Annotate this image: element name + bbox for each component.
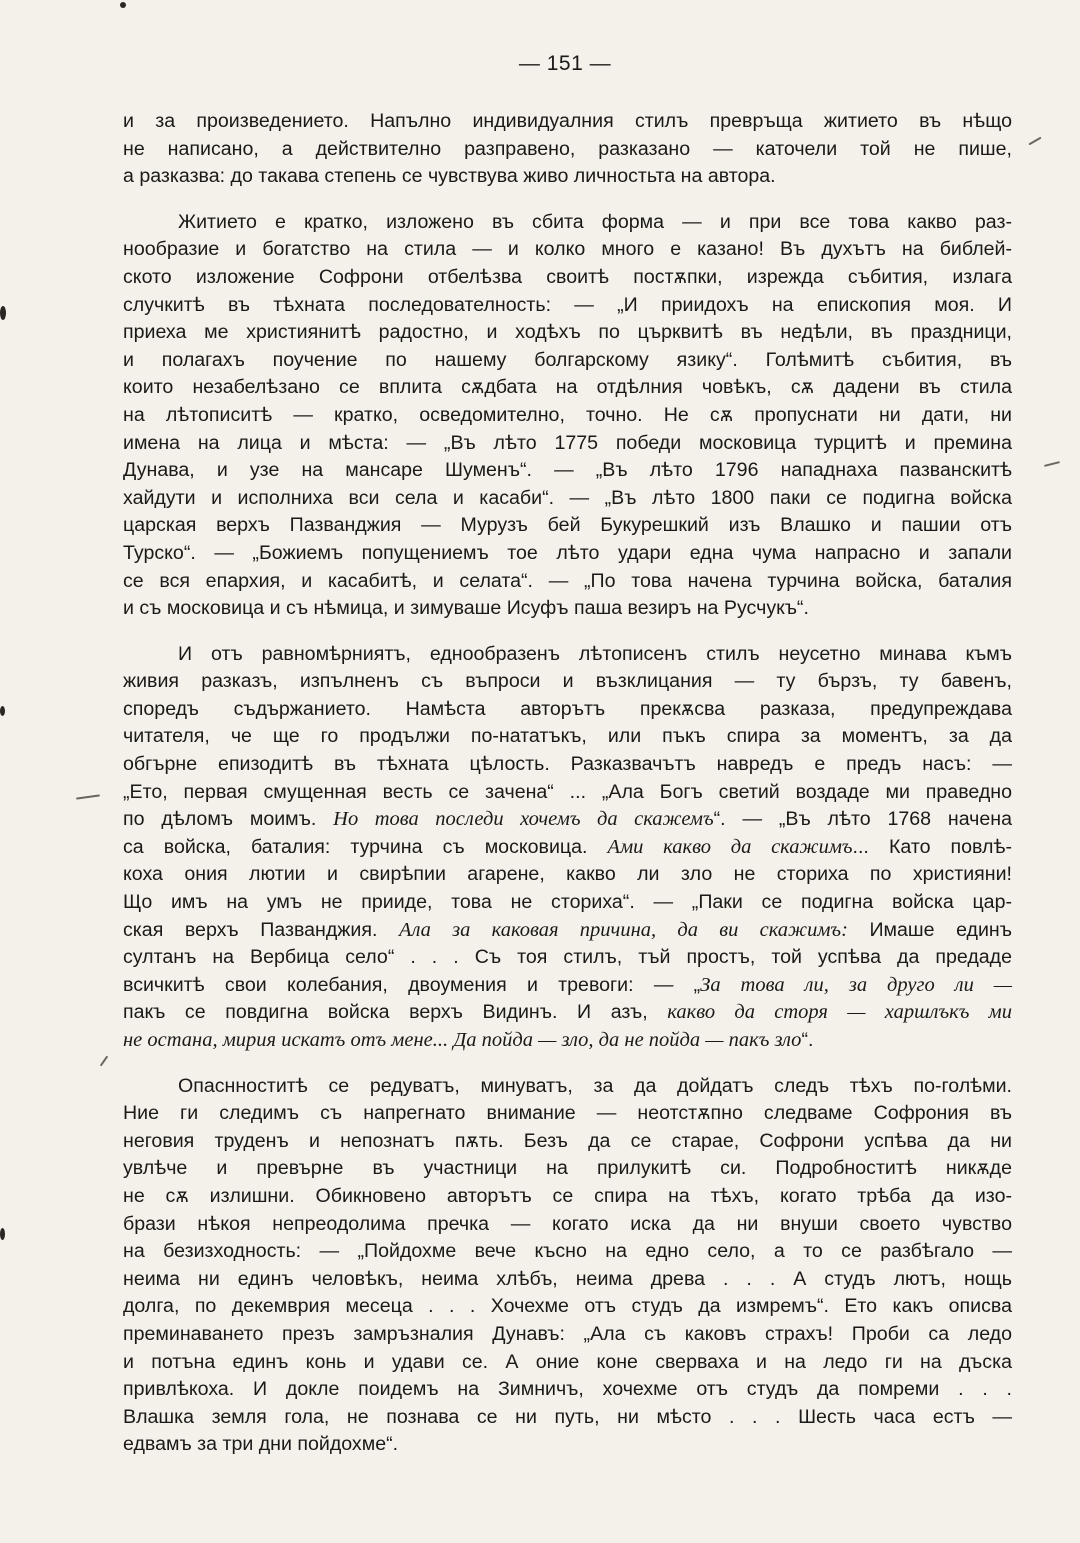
- text-run: приеха ме християнитѣ радостно, и ходѣхъ по църквитѣ въ недѣли, въ праздници,: [123, 321, 1012, 344]
- text-run: брази нѣкоя непреодолима пречка — когато иска да ни внуши своето чувство: [123, 1212, 1012, 1235]
- text-line: [123, 889, 1012, 917]
- text-line: [123, 1349, 1012, 1377]
- text-run: Що имъ на умъ не прииде, това не сториха“. — „Паки се подигна войска цар-: [123, 891, 1012, 914]
- text-line: [123, 1155, 1012, 1183]
- text-run: нообразие и богатство на стила — и колко много е казано! Въ духътъ на библей-: [123, 238, 1012, 261]
- text-run: не сѫ излишни. Обикновено авторътъ се спира на тѣхъ, когато трѣба да изо-: [123, 1184, 1012, 1207]
- text-line: [123, 236, 1012, 264]
- text-line: [123, 999, 1012, 1027]
- margin-ink-mark: [0, 306, 6, 320]
- text-run: царская верхъ Пазванджия — Мурузъ бей Букурешкий изъ Влашко и пашии отъ: [123, 514, 1012, 537]
- text-run: привлѣкоха. И докле поидемъ на Зимничъ, хочехме отъ студъ да помреми . . .: [123, 1378, 1012, 1401]
- text-line: [123, 1431, 1012, 1459]
- italic-quote: не остана, мирия искатъ отъ мене... Да пойда — зло, да не пойда — пакъ зло: [123, 1029, 802, 1051]
- text-line: [123, 374, 1012, 402]
- text-run: Опаснноститѣ се редуватъ, минуватъ, за да дойдатъ следъ тѣхъ по-голѣми.: [178, 1074, 1012, 1097]
- margin-pencil-mark: [1028, 137, 1041, 146]
- text-run: неима ни единъ человѣкъ, неима хлѣбъ, неима древа . . . А студъ лютъ, нощь: [123, 1267, 1012, 1290]
- text-line: [123, 595, 1012, 623]
- text-run: долга, по декемврия месеца . . . Хочехме отъ студъ да измремъ“. Ето какъ описва: [123, 1295, 1012, 1318]
- text-line: [123, 1183, 1012, 1211]
- text-line: [123, 723, 1012, 751]
- text-run: и съ московица и съ нѣмица, и зимуваше Исуфъ паша везиръ на Русчукъ“.: [123, 597, 809, 620]
- text-run: Турско“. — „Божиемъ попущениемъ тое лѣто удари една чума напрасно и запали: [123, 541, 1012, 564]
- text-run: споредъ съдържанието. Намѣста авторътъ прекѫсва разказа, предупреждава: [123, 697, 1012, 720]
- text-line: [123, 1073, 1012, 1101]
- margin-pencil-mark: [100, 1056, 109, 1067]
- text-run: увлѣче и превърне въ участници на прилукитѣ си. Подробноститѣ никѫде: [123, 1157, 1012, 1180]
- text-line: [123, 264, 1012, 292]
- text-run: и потъна единъ конь и удави се. А оние коне свервахa и на ледо ги на дъска: [123, 1350, 1012, 1373]
- text-run: ская верхъ Пазванджия.: [123, 918, 399, 941]
- paragraph: [123, 108, 1012, 191]
- text-line: [123, 292, 1012, 320]
- text-line: [123, 1128, 1012, 1156]
- text-line: [123, 163, 1012, 191]
- text-line: [123, 485, 1012, 513]
- text-line: [123, 1211, 1012, 1239]
- body-text: [123, 108, 1012, 1477]
- text-run: са войска, баталия: турчина съ московица.: [123, 835, 608, 858]
- page-number: — 151 —: [518, 52, 612, 75]
- text-run: Ние ги следимъ съ напрегнато внимание — неотстѫпно следваме Софрония въ: [123, 1102, 1012, 1125]
- text-line: [123, 944, 1012, 972]
- text-run: и за произведението. Напълно индивидуалния стилъ превръща житието въ нѣщо: [123, 110, 1012, 132]
- text-line: [123, 512, 1012, 540]
- text-run: читателя, че ще го продължи по-нататъкъ, или пъкъ спира за моментъ, за да: [123, 725, 1012, 748]
- italic-quote: Ала за каковая причина, да ви скажимъ:: [398, 918, 848, 941]
- text-run: преминаването презъ замръзналия Дунавъ: „Ала съ каковъ страхъ! Проби са ледо: [123, 1322, 1012, 1345]
- text-line: [123, 136, 1012, 164]
- text-line: [123, 917, 1012, 945]
- text-run: коха ония лютии и свирѣпии агарене, какво ли зло не сториха по християни!: [123, 863, 1012, 886]
- text-line: [123, 209, 1012, 237]
- text-line: [123, 1238, 1012, 1266]
- text-line: [123, 641, 1012, 669]
- text-run: Влашка земля гола, не познава се ни путь, ни мѣсто . . . Шесть часа естъ —: [123, 1405, 1012, 1428]
- text-run: които незабелѣзано се вплита сѫдбата на отдѣлния човѣкъ, сѫ дадени въ стила: [123, 376, 1012, 399]
- margin-pencil-mark: [76, 794, 100, 799]
- text-run: ското изложение Софрони отбелѣзва своитѣ постѫпки, изрежда събития, излага: [123, 265, 1012, 288]
- text-run: всичкитѣ свои колебания, двоумения и тревоги: — „: [123, 973, 701, 996]
- margin-pencil-mark: [1044, 461, 1060, 467]
- text-line: [123, 347, 1012, 375]
- text-run: “. — „Въ лѣто 1768 начена: [713, 808, 1012, 831]
- ink-speck: [120, 2, 126, 8]
- text-run: се вся епархия, и касабитѣ, и селата“. — „По това начена турчина войска, баталия: [123, 569, 1012, 592]
- italic-quote: Ами какво да скажимъ: [607, 835, 853, 858]
- text-run: едвамъ за три дни пойдохме“.: [123, 1433, 399, 1456]
- text-line: [123, 568, 1012, 596]
- text-run: “.: [801, 1029, 814, 1051]
- text-line: [123, 779, 1012, 807]
- text-line: [123, 1376, 1012, 1404]
- text-line: [123, 540, 1012, 568]
- text-line: [123, 1293, 1012, 1321]
- margin-ink-mark: [0, 1228, 5, 1240]
- text-run: неговия труденъ и непознатъ пѫть. Безъ да се старае, Софрони успѣва да ни: [123, 1129, 1012, 1152]
- text-line: [123, 1404, 1012, 1432]
- text-run: Житието е кратко, изложено въ сбита форма — и при все това какво раз-: [178, 210, 1012, 233]
- paragraph: [123, 1073, 1012, 1459]
- text-run: имена на лица и мѣста: — „Въ лѣто 1775 победи московица турцитѣ и премина: [123, 431, 1012, 454]
- text-run: а разказва: до такава степень се чувствува живо личностьта на автора.: [123, 165, 776, 188]
- text-line: [123, 696, 1012, 724]
- text-run: и полагахъ поучение по нашему болгарскому язику“. Голѣмитѣ събития, въ: [123, 348, 1012, 371]
- text-line: [123, 1321, 1012, 1349]
- text-line: [123, 430, 1012, 458]
- text-run: живия разказъ, изпълненъ съ въпроси и възклицания — ту бързъ, ту бавенъ,: [123, 670, 1012, 693]
- text-run: случкитѣ въ тѣхната последователность: — „И приидохъ на епископия моя. И: [123, 293, 1012, 316]
- text-line: [123, 402, 1012, 430]
- text-run: на лѣтописитѣ — кратко, осведомително, точно. Не сѫ пропуснати ни дати, ни: [123, 403, 1012, 426]
- margin-ink-mark: [0, 706, 5, 716]
- text-run: султанъ на Вербица село“ . . . Съ тоя стилъ, тъй простъ, той успѣва да предаде: [123, 946, 1012, 969]
- text-line: [123, 457, 1012, 485]
- italic-quote: Но това последи хочемъ да скажемъ: [333, 808, 714, 831]
- text-line: [123, 668, 1012, 696]
- text-line: [123, 972, 1012, 1000]
- text-line: [123, 1266, 1012, 1294]
- text-line: [123, 806, 1012, 834]
- text-run: пакъ се повдигна войска верхъ Видинъ. И азъ,: [123, 1001, 668, 1024]
- italic-quote: какво да сторя — харшлъкъ ми: [667, 1001, 1012, 1024]
- text-line: [123, 108, 1012, 136]
- paragraph: [123, 209, 1012, 623]
- text-run: не написано, а действително разправено, разказано — каточели той не пише,: [123, 137, 1012, 160]
- paragraph: [123, 641, 1012, 1055]
- text-run: И отъ равномѣрниятъ, еднообразенъ лѣтописенъ стилъ неусетно минава къмъ: [178, 642, 1012, 665]
- italic-quote: За това ли, за друго ли —: [700, 973, 1012, 996]
- text-run: ... Като повлѣ-: [852, 835, 1012, 858]
- text-line: [123, 861, 1012, 889]
- text-run: по дѣломъ моимъ.: [123, 808, 334, 831]
- text-run: Имаше единъ: [847, 918, 1012, 941]
- text-run: обгърне епизодитѣ въ тѣхната цѣлость. Разказвачътъ навредъ е предъ насъ: —: [123, 753, 1012, 776]
- text-line: [123, 834, 1012, 862]
- text-line: [123, 751, 1012, 779]
- text-line: [123, 319, 1012, 347]
- text-line: [123, 1100, 1012, 1128]
- text-run: Дунава, и узе на мансаре Шуменъ“. — „Въ лѣто 1796 нападнаха пазванскитѣ: [123, 459, 1012, 482]
- text-run: „Ето, первая смущенная весть се зачена“ ... „Ала Богъ светий воздаде ми праведно: [123, 780, 1012, 803]
- text-run: хайдути и исполниха вси села и касаби“. — „Въ лѣто 1800 паки се подигна войска: [123, 486, 1012, 509]
- text-run: на безизходность: — „Пойдохме вече късно на едно село, а то се разбѣгало —: [123, 1240, 1012, 1263]
- text-line: [123, 1027, 1012, 1055]
